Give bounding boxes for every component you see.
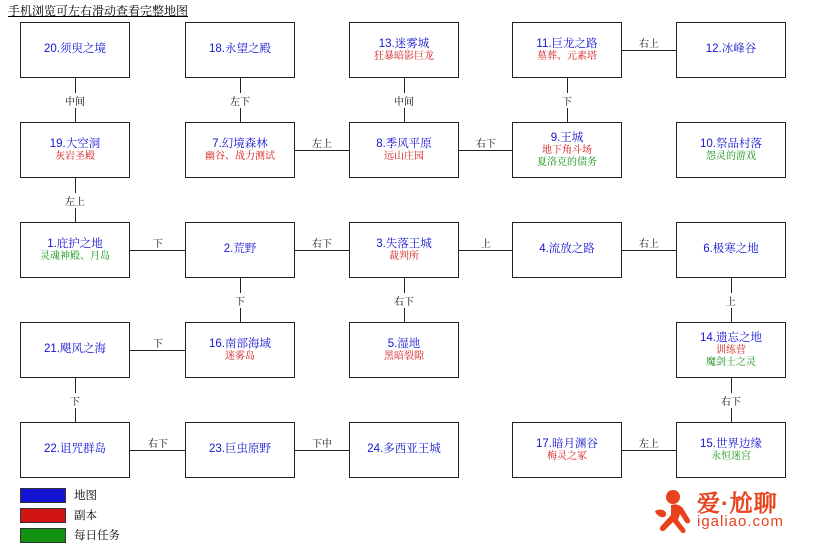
legend-swatch-daily [20,528,66,543]
edge-label: 上 [725,293,737,308]
map-node[interactable] [185,122,295,178]
edge-label: 下 [152,335,164,350]
map-node[interactable] [676,122,786,178]
map-node[interactable] [512,122,622,178]
map-node-line: 黑暗裂隙 [384,350,424,362]
map-node-line: 21.飓风之海 [44,343,106,356]
edge-segment [622,250,676,251]
edge-label: 左上 [64,193,86,208]
map-node[interactable] [676,322,786,378]
edge-label: 上 [480,235,492,250]
map-node-line: 15.世界边缘 [700,437,762,450]
edge-label: 中间 [64,93,86,108]
map-node-line: 8.季风平原 [376,137,432,150]
map-node-line: 19.大空洞 [49,137,101,150]
edge-segment [459,250,512,251]
map-node-line: 5.湿地 [387,337,421,350]
edge-segment [459,150,512,151]
map-node-line: 梅灵之冢 [547,450,587,462]
map-node-line: 魔剑士之灵 [706,356,756,368]
edge-label: 下 [234,293,246,308]
map-node-line: 裁判所 [389,250,419,262]
map-node[interactable] [676,422,786,478]
map-node-line: 地下角斗场 [542,145,592,157]
map-node[interactable] [349,322,459,378]
map-node[interactable] [349,22,459,78]
map-node-line: 11.巨龙之路 [536,37,598,50]
map-node-line: 1.庇护之地 [47,237,103,250]
edge-label: 右下 [147,435,169,450]
edge-label: 下中 [311,435,333,450]
watermark-subtext: igaliao.com [697,513,784,530]
legend-item [20,485,120,505]
map-node[interactable] [676,222,786,278]
edge-label: 左上 [311,135,333,150]
map-node[interactable] [185,322,295,378]
map-node[interactable] [185,422,295,478]
map-node-line: 怨灵的游戏 [706,150,756,162]
edge-segment [622,450,676,451]
map-node-line: 狂暴暗影巨龙 [374,50,434,62]
map-node[interactable] [20,22,130,78]
map-node-line: 夏洛克的债务 [537,156,597,168]
page-title: 手机浏览可左右滑动查看完整地图 [8,4,189,18]
map-node-line: 23.巨虫原野 [209,443,271,456]
map-node[interactable] [512,222,622,278]
map-node-line: 10.祭品村落 [700,137,762,150]
map-node-line: 13.迷雾城 [378,37,430,50]
edge-label: 左上 [638,435,660,450]
edge-segment [130,350,185,351]
map-node-line: 9.王城 [550,131,584,144]
map-node[interactable] [349,122,459,178]
map-node-line: 24.多西亚王城 [367,443,441,456]
map-node-line: 2.荒野 [223,243,257,256]
legend-swatch-dungeon [20,508,66,523]
map-node-line: 7.幻境森林 [212,137,268,150]
map-node[interactable] [20,422,130,478]
edge-label: 右下 [311,235,333,250]
map-node-line: 灵魂神殿、月岛 [40,250,110,262]
watermark-text: 爱·尬聊 [697,490,778,516]
map-node-line: 16.南部海域 [209,337,271,350]
edge-segment [295,450,349,451]
watermark [651,483,811,539]
edge-label: 右下 [393,293,415,308]
map-node-line: 4.流放之路 [539,243,595,256]
map-node-line: 14.遗忘之地 [700,331,762,344]
legend-item [20,525,120,545]
edge-label: 右下 [475,135,497,150]
edge-label: 下 [152,235,164,250]
map-node[interactable] [20,222,130,278]
legend [20,485,120,545]
edge-segment [622,50,676,51]
map-node[interactable] [185,222,295,278]
edge-segment [130,450,185,451]
edge-label: 下 [561,93,573,108]
map-node[interactable] [349,422,459,478]
map-node[interactable] [185,22,295,78]
edge-segment [295,250,349,251]
edge-label: 右下 [720,393,742,408]
map-node-line: 灰岩圣殿 [55,150,95,162]
watermark-logo-icon [651,487,693,533]
edge-segment [130,250,185,251]
map-node[interactable] [676,22,786,78]
legend-swatch-map [20,488,66,503]
legend-label-map: 地图 [74,490,97,502]
map-node[interactable] [349,222,459,278]
map-node-line: 训练营 [716,345,746,357]
map-node[interactable] [512,22,622,78]
map-node[interactable] [20,322,130,378]
map-node-line: 12.冰峰谷 [705,43,757,56]
map-node-line: 22.诅咒群岛 [44,443,106,456]
edge-label: 右上 [638,35,660,50]
edge-label: 左下 [229,93,251,108]
edge-label: 右上 [638,235,660,250]
map-node[interactable] [512,422,622,478]
legend-item [20,505,120,525]
legend-label-daily: 每日任务 [74,530,120,542]
map-node-line: 幽谷、战力测试 [205,150,275,162]
edge-label: 下 [69,393,81,408]
map-node[interactable] [20,122,130,178]
edge-label: 中间 [393,93,415,108]
map-node-line: 远山庄园 [384,150,424,162]
map-node-line: 18.永望之殿 [209,43,271,56]
map-node-line: 永恒迷宫 [711,450,751,462]
map-node-line: 3.失落王城 [376,237,432,250]
map-node-line: 17.暗月渊谷 [536,437,598,450]
map-node-line: 迷雾岛 [225,350,255,362]
legend-label-dungeon: 副本 [74,510,97,522]
map-node-line: 20.须臾之境 [44,43,106,56]
map-node-line: 6.极寒之地 [703,243,759,256]
map-node-line: 墓葬、元素塔 [537,50,597,62]
edge-segment [295,150,349,151]
